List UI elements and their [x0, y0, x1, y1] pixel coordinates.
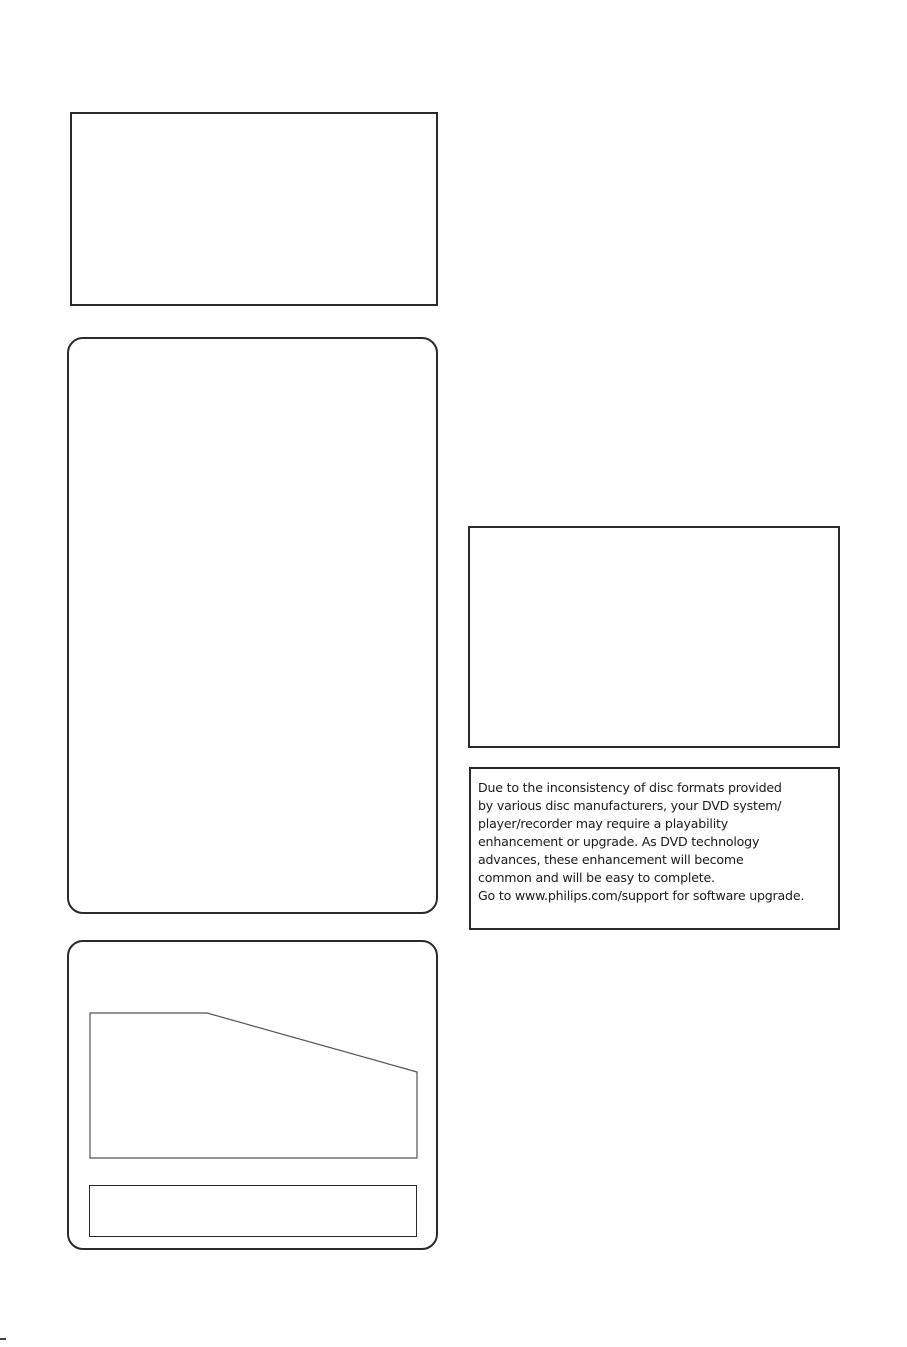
disc-format-notice-box — [469, 767, 840, 930]
label-strip-box — [89, 1185, 417, 1237]
page-corner-mark — [0, 1338, 6, 1340]
label-outline-shape — [89, 1011, 419, 1160]
top-left-frame — [70, 112, 438, 306]
bottom-left-rounded-frame — [67, 940, 438, 1250]
middle-left-rounded-frame — [67, 337, 438, 914]
disc-format-notice-text: Due to the inconsistency of disc formats provided by various disc manufacturers, your DVD system/ player/recorder may require a playability enhancement or upgrade. As DVD technology advances, these enhancement will become common and will be easy to complete. Go to www.philips.com/support for software upgrade. — [478, 780, 805, 903]
right-blank-frame — [468, 526, 840, 748]
